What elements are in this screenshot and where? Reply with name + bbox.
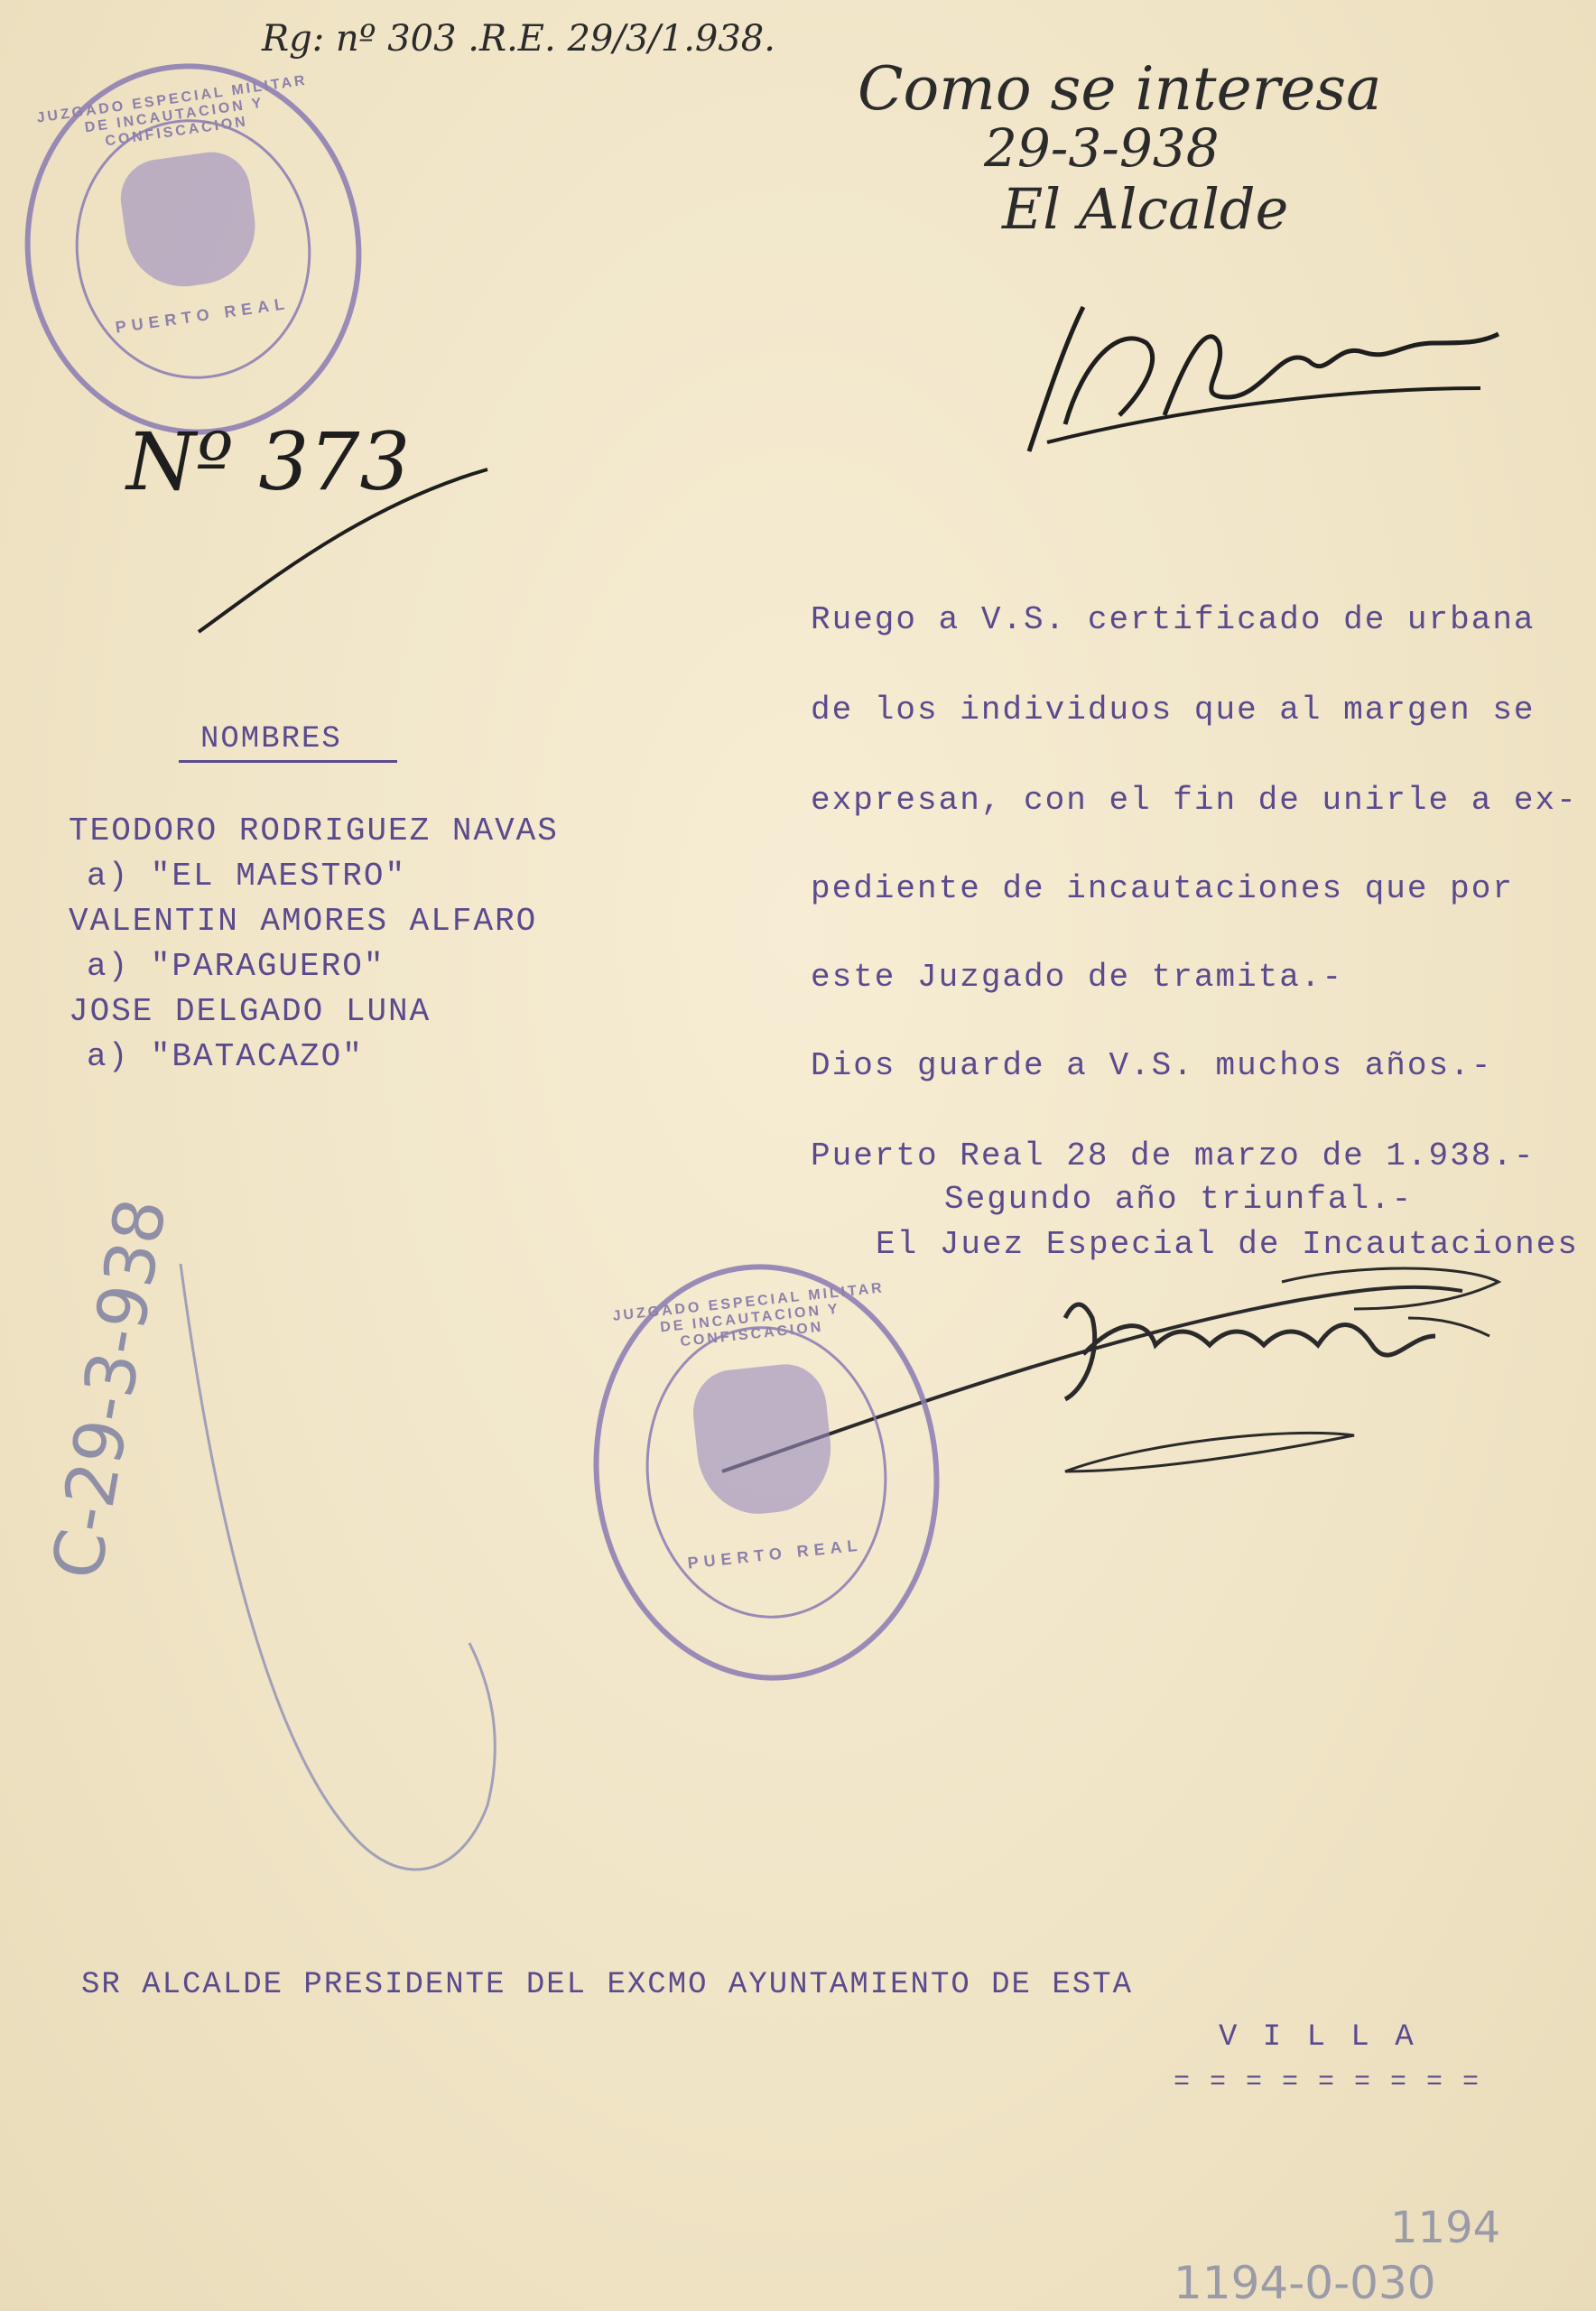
name-entry-2: VALENTIN AMORES ALFARO [69,903,538,940]
alias-entry-2: a) "PARAGUERO" [87,948,385,985]
body-line-5: este Juzgado de tramita.- [811,959,1344,996]
pencil-bracket [162,1264,524,1914]
name-entry-1: TEODORO RODRIGUEZ NAVAS [69,812,559,849]
registry-note: Rg: nº 303 .R.E. 29/3/1.938. [262,18,775,60]
body-line-2: de los individuos que al margen se [811,691,1536,729]
mayor-signature [1011,289,1517,469]
alias-entry-3: a) "BATACAZO" [87,1038,364,1075]
body-line-1: Ruego a V.S. certificado de urbana [811,601,1536,638]
stamp-city: PUERTO REAL [114,293,292,337]
alias-entry-1: a) "EL MAESTRO" [87,858,407,895]
name-entry-3: JOSE DELGADO LUNA [69,993,431,1030]
stamp-city: PUERTO REAL [686,1536,864,1573]
addressee-line1: SR ALCALDE PRESIDENTE DEL EXCMO AYUNTAMIENTO DE ESTA [81,1968,1133,2002]
document-number: Nº 373 [126,415,411,508]
mayor-note-date: 29-3-938 [984,117,1220,179]
body-line-6: Dios guarde a V.S. muchos años.- [811,1047,1493,1084]
archive-number: 1194 [1390,2203,1501,2253]
names-heading-underline [179,760,397,763]
addressee-line3: = = = = = = = = = [1174,2067,1481,2098]
stamp-ring-text: JUZGADO ESPECIAL MILITAR DE INCAUTACION Y CONFISCACION [611,1280,886,1350]
stamp-ring-text: JUZGADO ESPECIAL MILITAR DE INCAUTACION Y CONFISCACION [35,72,309,150]
names-heading: NOMBRES [200,722,342,756]
mayor-note-line1: Como se interesa [858,54,1382,124]
year-note: Segundo año triunfal.- [944,1181,1414,1218]
place-date: Puerto Real 28 de marzo de 1.938.- [811,1137,1536,1174]
signer-title: El Juez Especial de Incautaciones [876,1226,1579,1263]
pencil-margin-note: C-29-3-938 [36,1192,182,1585]
mayor-note-line3: El Alcalde [1002,176,1289,242]
addressee-line2: V I L L A [1219,2020,1417,2055]
archive-reference: 1194-0-030 [1174,2257,1436,2309]
body-line-3: expresan, con el fin de unirle a ex- [811,782,1578,819]
number-flourish [181,451,506,650]
body-line-4: pediente de incautaciones que por [811,870,1514,907]
